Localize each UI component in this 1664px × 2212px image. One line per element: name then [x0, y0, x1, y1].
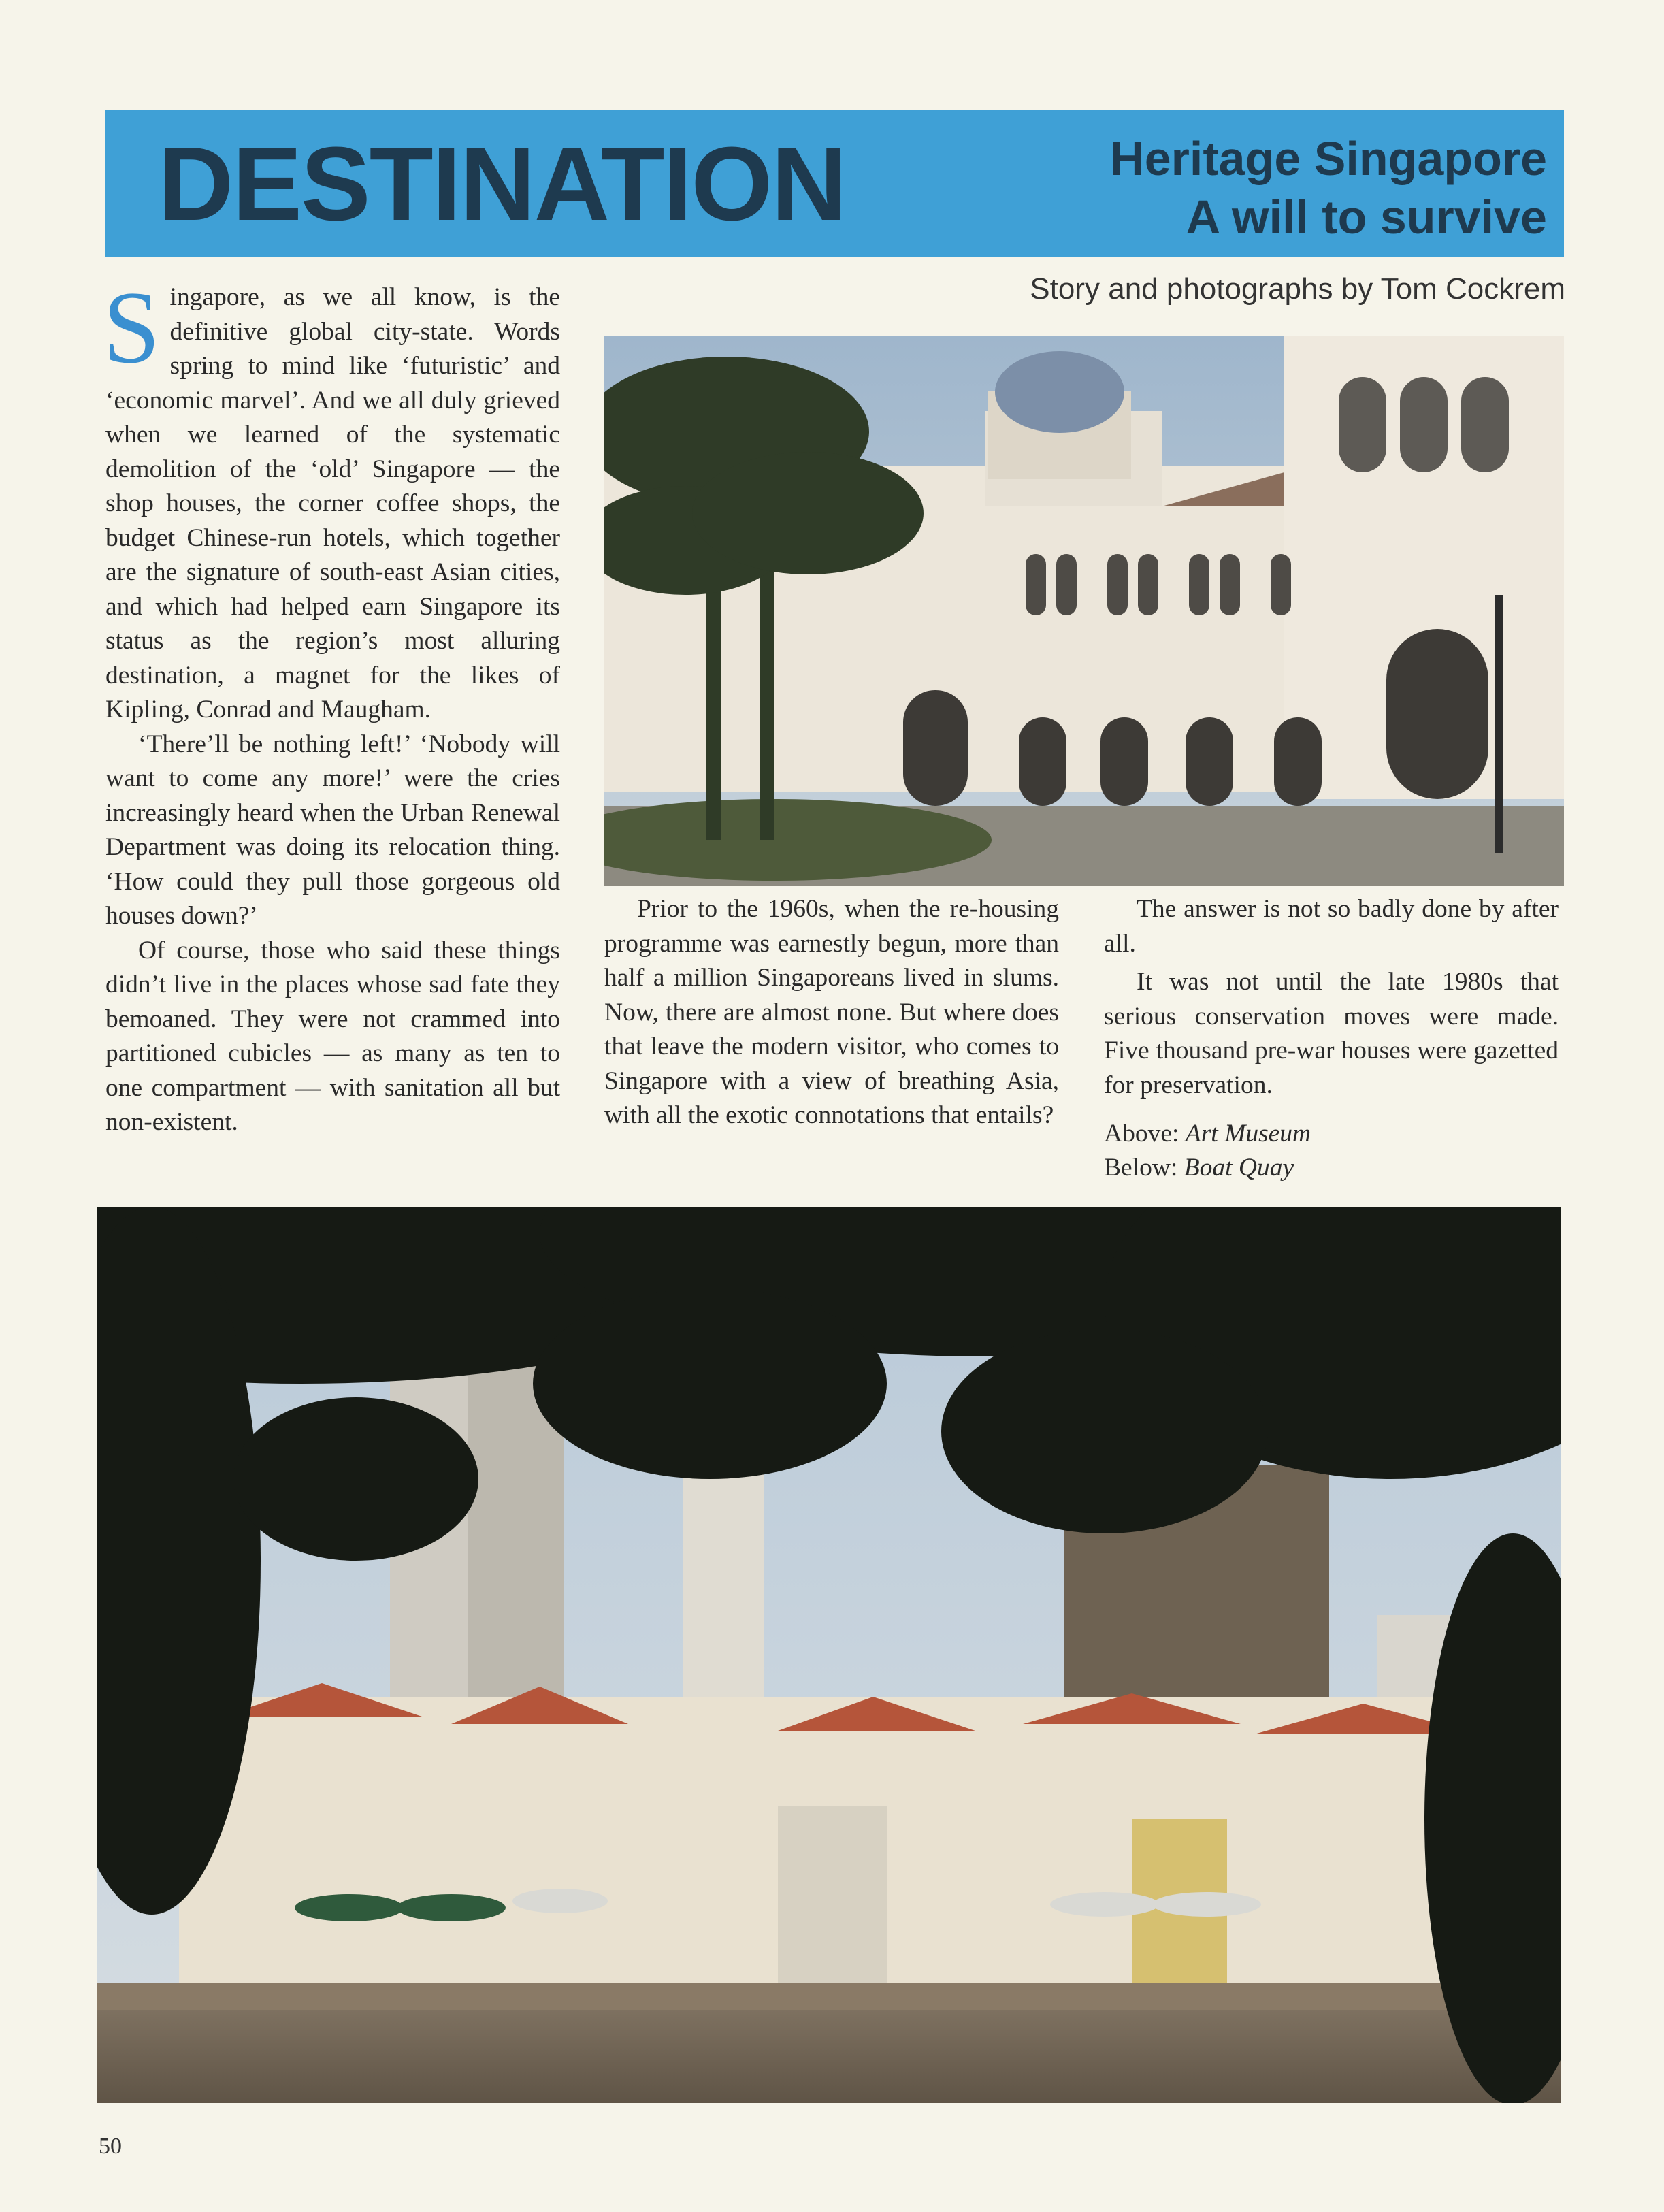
paragraph-text: ingapore, as we all know, is the definitive global city-state. Words spring to mind like ‘futuristic’ and ‘economic marvel’. And we all duly grieved when we learned of the systematic demolition of the ‘old’ Singapore — the shop houses, the corner coffee shops, the budget Chinese-run hotels, which together are the signature of south-east Asian cities, and which had helped earn Singapore its status as the region’s most alluring destination, a magnet for the likes of Kipling, Conrad and Maugham.: [105, 283, 560, 723]
photo-captions: [1104, 1117, 1311, 1185]
drop-cap: S: [103, 270, 161, 385]
byline: Story and photographs by Tom Cockrem: [1030, 272, 1565, 306]
paragraph: The answer is not so badly done by after all.: [1104, 895, 1559, 958]
art-museum-photo: [604, 336, 1564, 886]
paragraph: ‘There’ll be nothing left!’ ‘Nobody will want to come any more!’ were the cries increasingly heard when the Urban Renewal Department was doing its relocation thing. ‘How could they pull those gorgeous old houses down?’: [105, 730, 560, 930]
caption-above: [1104, 1117, 1311, 1151]
caption-title: Art Museum: [1185, 1120, 1311, 1148]
paragraph: [103, 270, 560, 728]
article-title: [1110, 129, 1547, 246]
text-column-1: [103, 270, 560, 1140]
paragraph: It was not until the late 1980s that serious conservation moves were made. Five thousand pre-war houses were gazetted for preservation.: [1104, 968, 1559, 1099]
article-title-line2: A will to survive: [1186, 191, 1547, 244]
page-number: 50: [99, 2134, 122, 2159]
text-column-2: [604, 892, 1059, 1133]
text-column-3: [1104, 892, 1559, 1103]
article-title-line1: Heritage Singapore: [1110, 132, 1547, 185]
section-title: DESTINATION: [158, 125, 846, 242]
caption-label: Above:: [1104, 1120, 1186, 1148]
caption-label: Below:: [1104, 1154, 1184, 1182]
paragraph: Of course, those who said these things didn’t live in the places whose sad fate they bemoaned. They were not crammed into partitioned cubicles — as many as ten to one compartment — with sanitation all but non-existent.: [105, 936, 560, 1136]
boat-quay-photo: [97, 1207, 1561, 2103]
paragraph: Prior to the 1960s, when the re-housing programme was earnestly begun, more than half a million Singaporeans lived in slums. Now, there are almost none. But where does that leave the modern visitor, who comes to Singapore with a view of breathing Asia, with all the exotic connotations that entails?: [604, 895, 1059, 1129]
caption-below: [1104, 1151, 1311, 1185]
caption-title: Boat Quay: [1184, 1154, 1294, 1182]
